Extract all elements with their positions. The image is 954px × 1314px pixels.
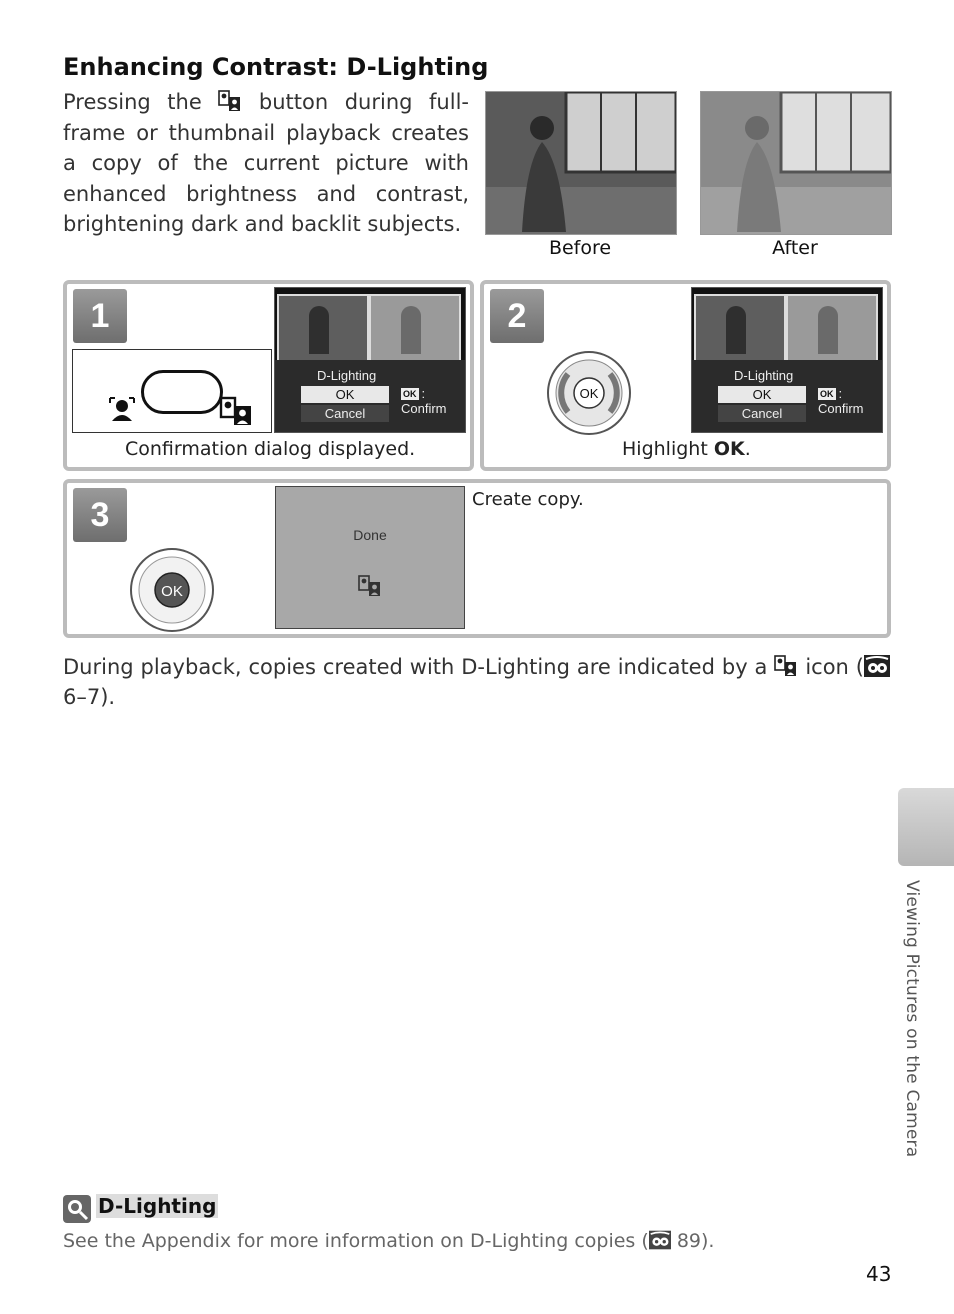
tip-icon (63, 1195, 91, 1223)
ok-chip: OK (403, 389, 417, 399)
step-3-caption: Create copy. (472, 489, 584, 510)
d-lighting-icon (358, 575, 382, 597)
intro-text-a: Pressing the (63, 90, 202, 114)
d-lighting-icon (219, 396, 253, 426)
confirm-text: : Confirm (818, 386, 864, 416)
dialog-ok-option: OK (301, 386, 389, 403)
d-lighting-icon (218, 90, 242, 112)
step-2-caption (622, 438, 751, 460)
done-screen (275, 486, 465, 629)
after-photo (700, 91, 892, 235)
page-title: Enhancing Contrast: D-Lighting (63, 53, 489, 81)
step-1-monitor (274, 287, 466, 433)
intro-paragraph (63, 87, 469, 240)
d-lighting-icon (774, 655, 798, 677)
step-2-caption-bold: OK (713, 438, 745, 460)
camera-button-illustration (72, 349, 272, 433)
playback-button (141, 370, 223, 414)
note-body-text-b: 89). (676, 1230, 715, 1252)
step-3-badge: 3 (73, 488, 127, 542)
step-1-panel (63, 280, 474, 471)
step-3-panel (63, 479, 891, 638)
step-2-caption-prefix: Highlight (622, 438, 714, 460)
eye-ref-icon (864, 655, 890, 677)
step-2-caption-suffix: . (744, 438, 751, 460)
eye-ref-icon (649, 1230, 671, 1250)
playback-note-text-b: icon ( (805, 655, 864, 679)
playback-note (63, 652, 890, 712)
step-1-badge: 1 (73, 289, 127, 343)
page-number: 43 (866, 1262, 892, 1286)
copy-thumb (786, 294, 878, 362)
step-1-caption: Confirmation dialog displayed. (125, 438, 416, 460)
dialog-cancel-option: Cancel (718, 405, 806, 422)
original-thumb (277, 294, 369, 362)
step-2-panel (480, 280, 891, 471)
multi-selector-icon (546, 350, 632, 436)
original-thumb (694, 294, 786, 362)
ok-chip: OK (820, 389, 834, 399)
playback-note-ref: 6–7). (63, 685, 116, 709)
after-label: After (772, 237, 818, 259)
chapter-tab (898, 788, 954, 866)
step-2-monitor (691, 287, 883, 433)
before-photo (485, 91, 677, 235)
dial-ok-label: OK (161, 583, 183, 600)
dial-ok-label: OK (579, 386, 599, 401)
confirm-text: : Confirm (401, 386, 447, 416)
copy-thumb (369, 294, 461, 362)
note-body (63, 1230, 714, 1252)
before-label: Before (548, 237, 612, 259)
done-text: Done (353, 527, 387, 543)
note-title: D-Lighting (98, 1194, 217, 1218)
note-body-text-a: See the Appendix for more information on D-Lighting copies ( (63, 1230, 649, 1252)
playback-note-text-a: During playback, copies created with D-Lighting are indicated by a (63, 655, 768, 679)
dialog-title: D-Lighting (734, 368, 794, 383)
dialog-title: D-Lighting (317, 368, 377, 383)
multi-selector-icon (129, 547, 215, 633)
confirm-hint (401, 386, 465, 416)
face-icon (107, 396, 137, 422)
dialog-cancel-option: Cancel (301, 405, 389, 422)
confirm-hint (818, 386, 882, 416)
step-2-badge: 2 (490, 289, 544, 343)
dialog-ok-option: OK (718, 386, 806, 403)
intro-text-b: button during full-frame or thumbnail playback creates a copy of the current picture with enhanced brightness and contrast, brightening dark and backlit subjects. (63, 90, 469, 236)
chapter-title: Viewing Pictures on the Camera (902, 880, 922, 1158)
